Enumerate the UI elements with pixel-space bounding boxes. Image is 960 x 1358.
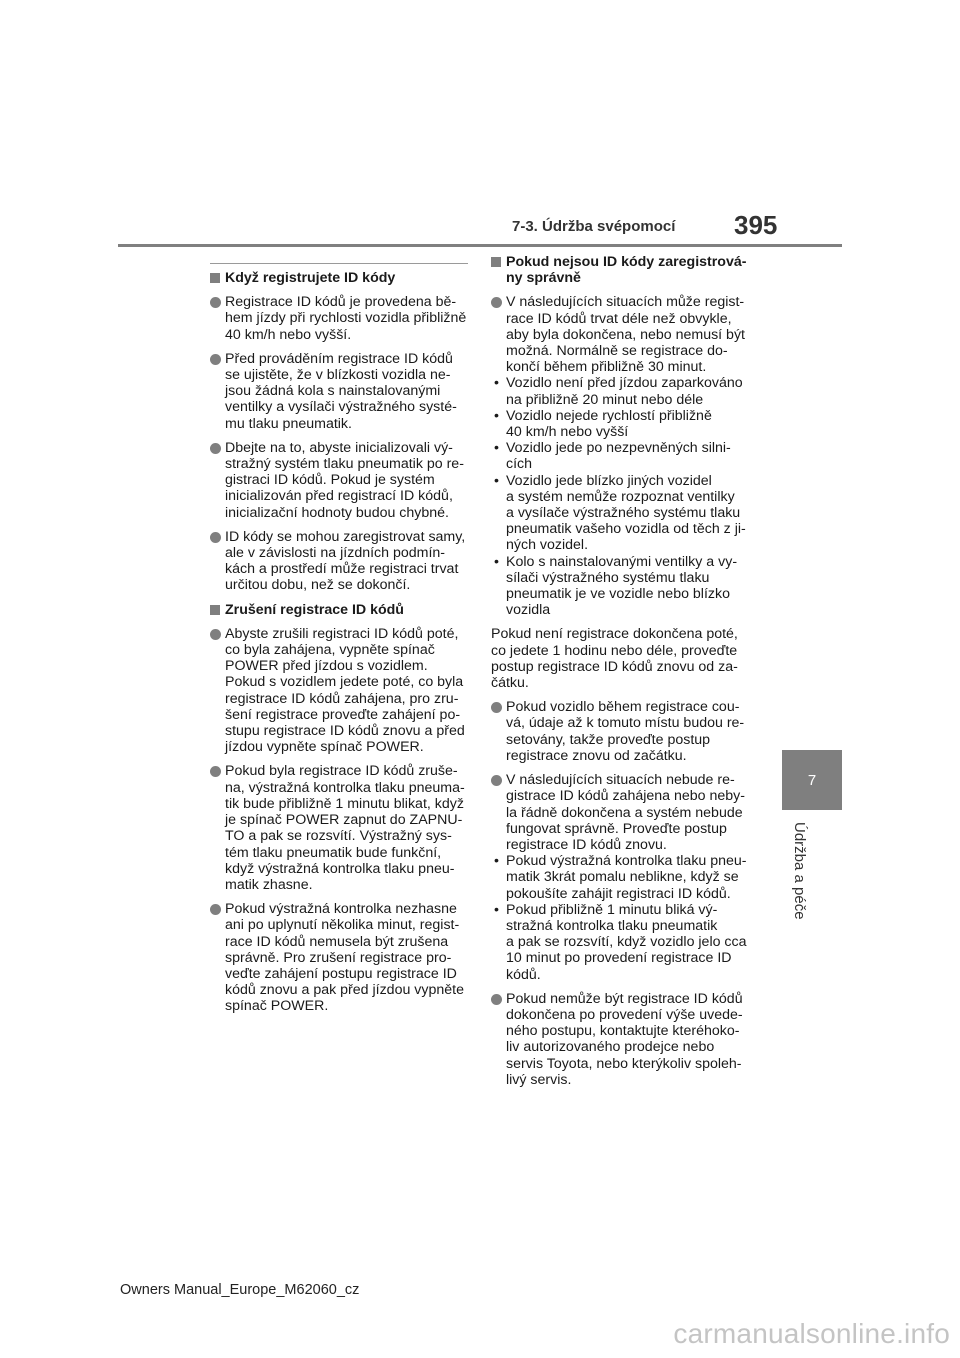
section-heading: Pokud nejsou ID kódy zaregistrová- ny správně bbox=[491, 254, 753, 286]
circle-bullet-icon bbox=[491, 775, 502, 786]
square-bullet-icon bbox=[210, 273, 220, 283]
page-number: 395 bbox=[734, 210, 778, 240]
bullet-item: Abyste zrušili registraci ID kódů poté, co byla zahájena, vypněte spínač POWER před jízdou s vozidlem. Pokud s vozidlem jedete poté, co byla registrace ID kódů zahájena, pro zru- šení registrace proveďte zahájení po- stupu registrace ID kódů znovu a před jízdou vypněte spínač POWER. bbox=[210, 626, 472, 756]
sub-list-item: • Pokud výstražná kontrolka tlaku pneu- matik 3krát pomalu neblikne, když se pokoušíte zahájit registraci ID kódů. bbox=[494, 853, 747, 902]
bullet-item: Pokud výstražná kontrolka nezhasne ani po uplynutí několika minut, regist- race ID kódů nemusela být zrušena správně. Pro zrušení registrace pro- veďte zahájení postupu registrace ID kódů znovu a pak před jízdou vypněte spínač POWER. bbox=[210, 901, 472, 1014]
sub-list bbox=[491, 375, 753, 618]
circle-bullet-icon bbox=[491, 297, 502, 308]
section-heading: Zrušení registrace ID kódů bbox=[210, 602, 472, 618]
bullet-item: Pokud byla registrace ID kódů zruše- na, výstražná kontrolka tlaku pneuma- tik bude přibližně 1 minutu blikat, když je spínač POWER zapnut do ZAPNU- TO a pak se rozsvítí. Výstražný sys- tém tlaku pneumatik bude funkční, když výstražná kontrolka tlaku pneu- matik zhasne. bbox=[210, 763, 472, 893]
bullet-item: V následujících situacích nebude re- gistrace ID kódů zahájena nebo neby- la řádně dokončena a systém nebude fungovat správně. Proveďte postup registrace ID kódů znovu. bbox=[491, 772, 753, 853]
square-bullet-icon bbox=[491, 257, 501, 267]
column-rule bbox=[210, 263, 468, 264]
circle-bullet-icon bbox=[491, 702, 502, 713]
paragraph: Pokud není registrace dokončena poté, co jedete 1 hodinu nebo déle, proveďte postup registrace ID kódů znovu od za- čátku. bbox=[491, 626, 738, 692]
circle-bullet-icon bbox=[210, 904, 221, 915]
sub-list-item: • Vozidlo jede blízko jiných vozidel a systém nemůže rozpoznat ventilky a vysílače výstražného systému tlaku pneumatik vašeho vozidla od těch z ji- ných vozidel. bbox=[494, 472, 746, 554]
sub-list-item: • Vozidlo jede po nezpevněných silni- cích bbox=[494, 440, 731, 473]
sub-list-item: • Pokud přibližně 1 minutu bliká vý- stražná kontrolka tlaku pneumatik a pak se rozsvítí, když vozidlo jelo cca 10 minut po provedení registrace ID kódů. bbox=[494, 901, 747, 983]
right-column bbox=[491, 254, 753, 1096]
circle-bullet-icon bbox=[210, 443, 221, 454]
bullet-item: Dbejte na to, abyste inicializovali vý- stražný systém tlaku pneumatik po re- gistraci ID kódů. Pokud je systém inicializován před registrací ID kódů, inicializační hodnoty budou chybné. bbox=[210, 440, 472, 521]
sub-list-item: • Kolo s nainstalovanými ventilky a vy- sílači výstražného systému tlaku pneumatik je ve vozidle nebo blízko vozidla bbox=[494, 553, 738, 619]
chapter-title: Údržba a péče bbox=[791, 822, 808, 920]
left-column bbox=[210, 270, 472, 1023]
circle-bullet-icon bbox=[210, 766, 221, 777]
circle-bullet-icon bbox=[210, 354, 221, 365]
sub-list-item: • Vozidlo nejede rychlostí přibližně 40 km/h nebo vyšší bbox=[494, 407, 712, 441]
watermark: carmanualsonline.info bbox=[673, 1318, 950, 1349]
bullet-item: Pokud nemůže být registrace ID kódů dokončena po provedení výše uvede- ného postupu, kontaktujte kteréhoko- liv autorizovaného prodejce nebo servis Toyota, nebo kterýkoliv spoleh- livý servis. bbox=[491, 991, 753, 1088]
document-name: Owners Manual_Europe_M62060_cz bbox=[120, 1282, 360, 1298]
chapter-number: 7 bbox=[807, 771, 817, 789]
chapter-tab bbox=[782, 750, 842, 810]
bullet-item: Registrace ID kódů je provedena bě- hem jízdy při rychlosti vozidla přibližně 40 km/h nebo vyšší. bbox=[210, 294, 472, 343]
square-bullet-icon bbox=[210, 605, 220, 615]
circle-bullet-icon bbox=[210, 629, 221, 640]
section-heading: Když registrujete ID kódy bbox=[210, 270, 472, 286]
circle-bullet-icon bbox=[491, 994, 502, 1005]
bullet-item: V následujících situacích může regist- race ID kódů trvat déle než obvykle, aby byla dokončena, nebo nemusí být možná. Normálně se registrace do- končí během přibližně 30 minut. bbox=[491, 294, 753, 375]
sub-list-item: • Vozidlo není před jízdou zaparkováno na přibližně 20 minut nebo déle bbox=[494, 375, 743, 408]
bullet-item: Pokud vozidlo během registrace cou- vá, údaje až k tomuto místu budou re- setovány, takže proveďte postup registrace znovu od začátku. bbox=[491, 699, 753, 764]
bullet-item: ID kódy se mohou zaregistrovat samy, ale v závislosti na jízdních podmín- kách a prostředí může registraci trvat určitou dobu, než se dokončí. bbox=[210, 529, 472, 594]
sub-list bbox=[491, 853, 753, 983]
circle-bullet-icon bbox=[210, 532, 221, 543]
header-rule bbox=[118, 244, 842, 247]
section-title: 7-3. Údržba svépomocí bbox=[512, 218, 676, 235]
bullet-item: Před prováděním registrace ID kódů se ujistěte, že v blízkosti vozidla ne- jsou žádná kola s nainstalovanými ventilky a vysílači výstražného systé- mu tlaku pneumatik. bbox=[210, 351, 472, 432]
circle-bullet-icon bbox=[210, 297, 221, 308]
